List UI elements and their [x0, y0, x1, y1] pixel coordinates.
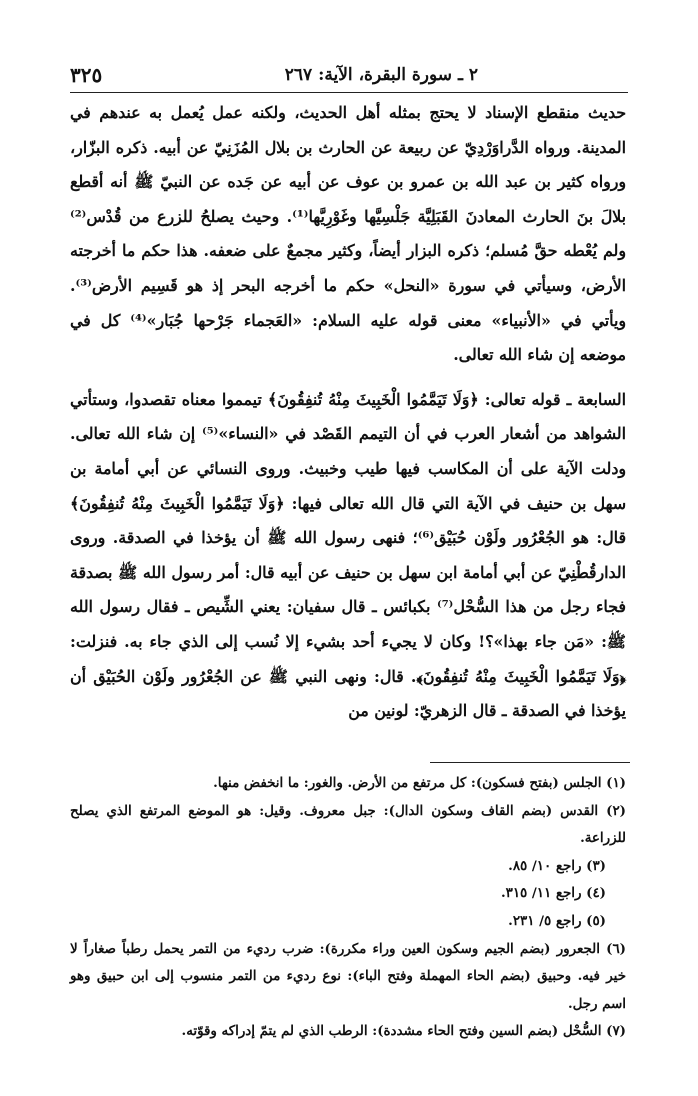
footnote-5: (٥) راجع ٥/ ٢٣١.	[508, 912, 606, 929]
footnotes	[70, 770, 626, 1046]
footnote-2: (٢) القدس (بضم القاف وسكون الدال): جبل معروف. وقيل: هو الموضع المرتفع الذي يصلح للزراعة.	[70, 802, 626, 847]
running-title: ٢ ـ سورة البقرة، الآية: ٢٦٧	[284, 65, 478, 85]
page-number: ٣٢٥	[70, 63, 103, 87]
footnote-1: (١) الجلس (بفتح فسكون): كل مرتفع من الأرض. والغور: ما انخفض منها.	[213, 775, 626, 791]
footnote-separator	[430, 762, 630, 763]
footnote-6: (٦) الجعرور (بضم الجيم وسكون العين وراء مكررة): ضرب رديء من التمر يحمل رطباً صغاراً لا خير فيه. وحبيق (بضم الحاء المهملة وفتح الباء): نوع رديء من التمر منسوب إلى ابن حبيق وهو اسم رجل.	[70, 940, 626, 1012]
main-text	[70, 96, 626, 729]
footnote-4: (٤) راجع ١١/ ٣١٥.	[500, 885, 606, 902]
footnote-7: (٧) السُّحْل (بضم السين وفتح الحاء مشددة): الرطب الذي لم يتمّ إدراكه وقوّته.	[181, 1023, 626, 1040]
paragraph-2: السابعة ـ قوله تعالى: ﴿وَلَا تَيَمَّمُوا الْخَبِيثَ مِنْهُ تُنفِقُونَ﴾ تيمموا معناه تقصدوا، وستأتي الشواهد من أشعار العرب في أن التيمم القَصْد في «النساء»⁽⁵⁾ إن شاء الله تعالى. ودلت الآية على أن المكاسب فيها طيب وخبيث. وروى النسائي عن أبي أمامة بن سهل بن حنيف في الآية التي قال الله تعالى فيها: ﴿وَلَا تَيَمَّمُوا الْخَبِيثَ مِنْهُ تُنفِقُونَ﴾ قال: هو الجُعْرُور ولَوْن حُبَيْق⁽⁶⁾؛ فنهى رسول الله ﷺ أن يؤخذا في الصدقة. وروى الدارقُطْنِيّ عن أبي أمامة ابن سهل بن حنيف عن أبيه قال: أمر رسول الله ﷺ بصدقة فجاء رجل من هذا السُّحْل⁽⁷⁾ بكبائس ـ قال سفيان: يعني الشِّيص ـ فقال رسول الله ﷺ: «مَن جاء بهذا»؟! وكان لا يجيء أحد بشيء إلا نُسب إلى الذي جاء به. فنزلت: ﴿وَلَا تَيَمَّمُوا الْخَبِيثَ مِنْهُ تُنفِقُونَ﴾. قال: ونهى النبي ﷺ عن الجُعْرُور ولَوْن الحُبَيْق أن يؤخذا في الصدقة ـ قال الزهريّ: لونين من	[70, 389, 626, 721]
page-header	[70, 58, 628, 93]
footnote-3: (٣) راجع ١٠/ ٨٥.	[508, 857, 606, 874]
paragraph-1: حديث منقطع الإسناد لا يحتج بمثله أهل الحديث، ولكنه عمل يُعمل به عندهم في المدينة. ورواه الدَّراوَرْدِيّ عن ربيعة عن الحارث بن بلال المُزَنِيّ عن أبيه. ذكره البزّار، ورواه كثير بن عبد الله بن عمرو بن عوف عن أبيه عن جَده عن النبيّ ﷺ أنه أقطع بلالَ بنَ الحارث المعادنَ القَبَلِيَّة جَلْسِيَّها وغَوْرِيَّها⁽¹⁾. وحيث يصلحُ للزرع من قُدْس⁽²⁾ ولم يُعْطه حقَّ مُسلم؛ ذكره البزار أيضاً، وكثير مجمعٌ على ضعفه. هذا حكم ما أخرجته الأرض، وسيأتي في سورة «النحل» حكم ما أخرجه البحر إذ هو قَسِيم الأرض⁽³⁾. ويأتي في «الأنبياء» معنى قوله عليه السلام: «العَجماء جَرْحها جُبَار»⁽⁴⁾ كل في موضعه إن شاء الله تعالى.	[70, 103, 626, 365]
